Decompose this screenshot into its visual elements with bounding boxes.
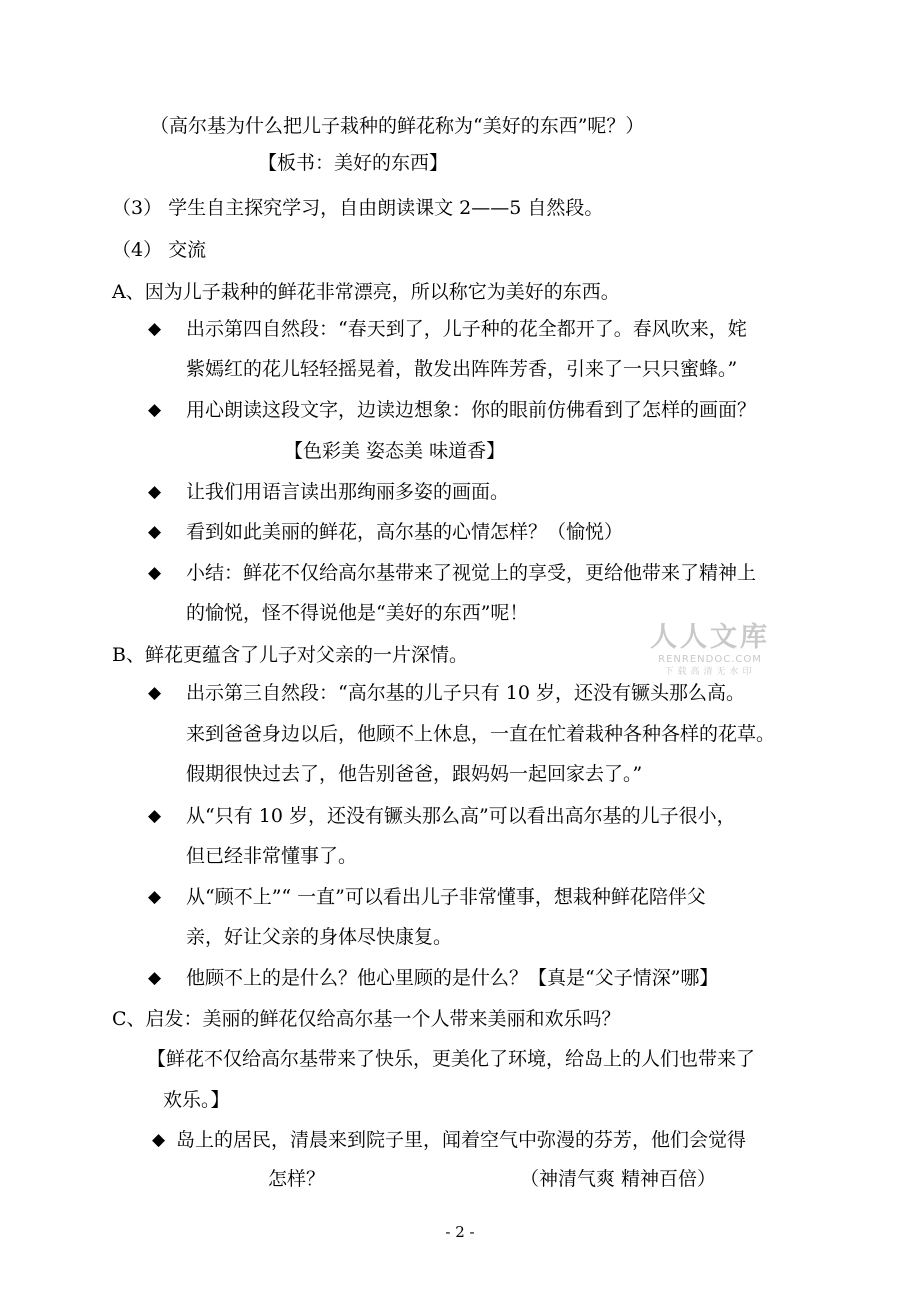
watermark bbox=[640, 622, 780, 678]
text-line: 来到爸爸身边以后，他顾不上休息，一直在忙着栽种各种各样的花草。 bbox=[186, 723, 776, 745]
text-line: 紫嫣红的花儿轻轻摇晃着，散发出阵阵芳香，引来了一只只蜜蜂。” bbox=[186, 358, 738, 380]
text-line: 岛上的居民，清晨来到院子里，闻着空气中弥漫的芬芳，他们会觉得 bbox=[176, 1129, 747, 1151]
diamond-bullet-icon: ◆ bbox=[148, 683, 162, 703]
answer-note: （神清气爽 精神百倍） bbox=[520, 1168, 717, 1190]
text-line: 怎样？ bbox=[268, 1168, 326, 1190]
section-heading: C、启发：美丽的鲜花仅给高尔基一个人带来美丽和欢乐吗？ bbox=[112, 1008, 621, 1030]
text-line: 看到如此美丽的鲜花，高尔基的心情怎样？（愉悦） bbox=[186, 521, 624, 543]
board-note: 【色彩美 姿态美 味道香】 bbox=[284, 440, 506, 462]
diamond-bullet-icon: ◆ bbox=[148, 968, 162, 988]
diamond-bullet-icon: ◆ bbox=[148, 806, 162, 826]
text-line: 欢乐。】 bbox=[163, 1089, 230, 1111]
text-line: 用心朗读这段文字，边读边想象：你的眼前仿佛看到了怎样的画面？ bbox=[186, 399, 757, 421]
text-line: 的愉悦，怪不得说他是“美好的东西”呢！ bbox=[186, 602, 529, 624]
text-line: 从“顾不上”“ 一直”可以看出儿子非常懂事，想栽种鲜花陪伴父 bbox=[186, 886, 706, 908]
text-line: 他顾不上的是什么？他心里顾的是什么？【真是“父子情深”哪】 bbox=[186, 967, 719, 989]
diamond-bullet-icon: ◆ bbox=[148, 563, 162, 583]
text-line: 小结：鲜花不仅给高尔基带来了视觉上的享受，更给他带来了精神上 bbox=[186, 562, 757, 584]
text-line: （高尔基为什么把儿子栽种的鲜花称为“美好的东西”呢？） bbox=[150, 115, 645, 137]
text-line: （3） 学生自主探究学习，自由朗读课文 2——5 自然段。 bbox=[112, 197, 604, 219]
text-line: （4） 交流 bbox=[112, 239, 207, 261]
text-line: 从“只有 10 岁，还没有镢头那么高”可以看出高尔基的儿子很小， bbox=[186, 805, 736, 827]
section-heading: B、鲜花更蕴含了儿子对父亲的一片深情。 bbox=[112, 644, 468, 666]
page-number: - 2 - bbox=[445, 1223, 475, 1241]
text-line: 让我们用语言读出那绚丽多姿的画面。 bbox=[186, 481, 510, 503]
diamond-bullet-icon: ◆ bbox=[148, 522, 162, 542]
diamond-bullet-icon: ◆ bbox=[148, 482, 162, 502]
diamond-bullet-icon: ◆ bbox=[152, 1130, 166, 1150]
text-line: 【鲜花不仅给高尔基带来了快乐，更美化了环境，给岛上的人们也带来了 bbox=[147, 1048, 756, 1070]
text-line: 出示第三自然段：“高尔基的儿子只有 10 岁，还没有镢头那么高。 bbox=[186, 682, 745, 704]
watermark-subtitle: 下载高清无水印 bbox=[664, 667, 756, 677]
diamond-bullet-icon: ◆ bbox=[148, 400, 162, 420]
diamond-bullet-icon: ◆ bbox=[148, 887, 162, 907]
text-line: 亲，好让父亲的身体尽快康复。 bbox=[186, 926, 453, 948]
section-heading: A、因为儿子栽种的鲜花非常漂亮，所以称它为美好的东西。 bbox=[112, 281, 620, 303]
board-note: 【板书：美好的东西】 bbox=[258, 152, 449, 174]
watermark-title: 人人文库 bbox=[650, 622, 770, 653]
text-line: 出示第四自然段：“春天到了，儿子种的花全都开了。春风吹来，姹 bbox=[186, 318, 747, 340]
text-line: 假期很快过去了，他告别爸爸，跟妈妈一起回家去了。” bbox=[186, 763, 643, 785]
watermark-site: RENRENDOC.COM bbox=[658, 654, 762, 665]
text-line: 但已经非常懂事了。 bbox=[186, 845, 358, 867]
diamond-bullet-icon: ◆ bbox=[148, 319, 162, 339]
